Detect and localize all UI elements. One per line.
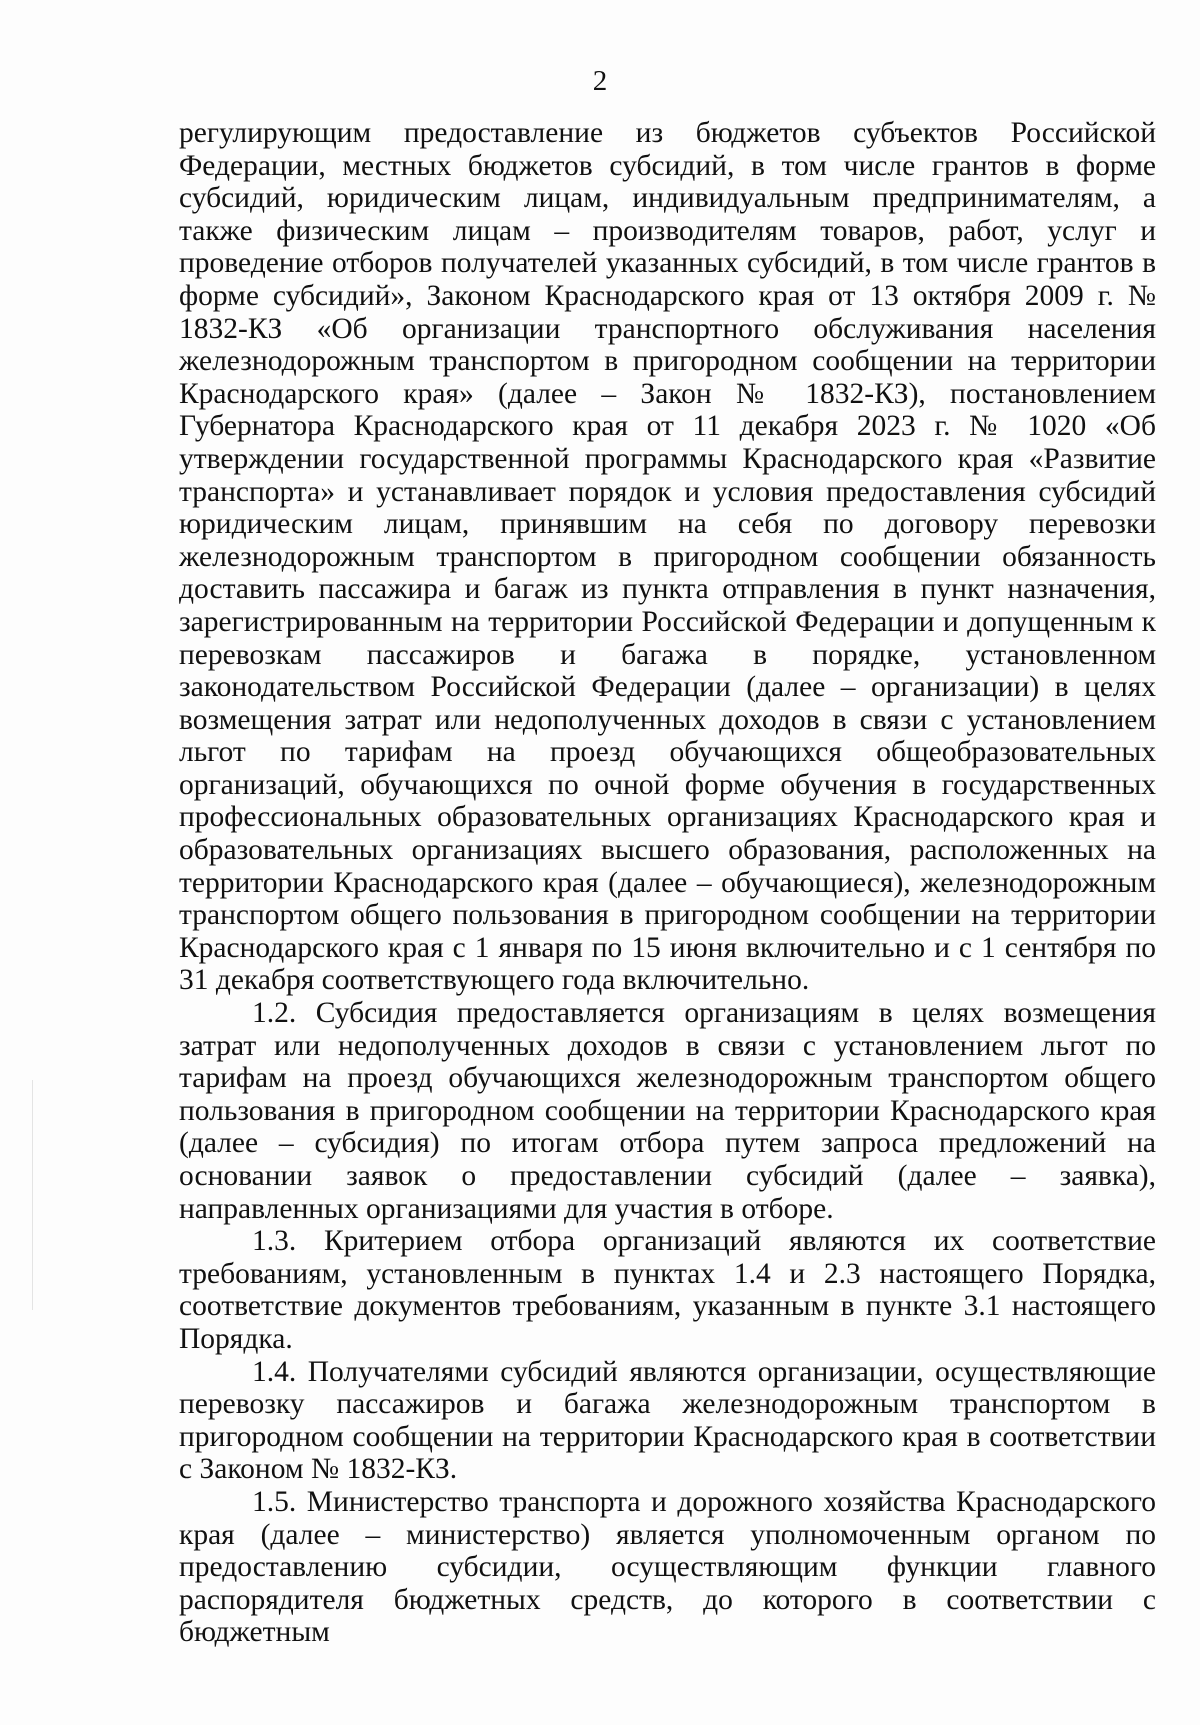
paragraph-intro: регулирующим предоставление из бюджетов субъектов Российской Федерации, местных бюджетов субсидий, в том числе грантов в форме субсидий, юридическим лицам, индивидуальным предпринимателям, а также физическим лицам – производителям товаров, работ, услуг и проведение отборов получателей указанных субсидий, в том числе грантов в форме субсидий», Законом Краснодарского края от 13 октября 2009 г. № 1832-КЗ «Об организации транспортного обслуживания населения железнодорожным транспортом в пригородном сообщении на территории Краснодарского края» (далее – Закон № 1832-КЗ), постановлением Губернатора Краснодарского края от 11 декабря 2023 г. № 1020 «Об утверждении государственной программы Краснодарского края «Развитие транспорта» и устанавливает порядок и условия предоставления субсидий юридическим лицам, принявшим на себя по договору перевозки железнодорожным транспортом в пригородном сообщении обязанность доставить пассажира и багаж из пункта отправления в пункт назначения, зарегистрированным на территории Российской Федерации и допущенным к перевозкам пассажиров и багажа в порядке, установленном законодательством Российской Федерации (далее – организации) в целях возмещения затрат или недополученных доходов в связи с установлением льгот по тарифам на проезд обучающихся общеобразовательных организаций, обучающихся по очной форме обучения в государственных профессиональных образовательных организациях Краснодарского края и образовательных организациях высшего образования, расположенных на территории Краснодарского края (далее – обучающиеся), железнодорожным транспортом общего пользования в пригородном сообщении на территории Краснодарского края с 1 января по 15 июня включительно и с 1 сентября по 31 декабря соответствующего года включительно. xyxy=(179,117,1156,997)
paragraph-1-3: 1.3. Критерием отбора организаций являются их соответствие требованиям, установленным в пунктах 1.4 и 2.3 настоящего Порядка, соответствие документов требованиям, указанным в пункте 3.1 настоящего Порядка. xyxy=(179,1225,1156,1355)
paragraph-1-5: 1.5. Министерство транспорта и дорожного хозяйства Краснодарского края (далее – министерство) является уполномоченным органом по предоставлению субсидии, осуществляющим функции главного распорядителя бюджетных средств, до которого в соответствии с бюджетным xyxy=(179,1485,1156,1649)
page-number: 2 xyxy=(592,65,608,97)
scan-edge-mark xyxy=(32,1080,33,1310)
document-body xyxy=(179,117,1156,1649)
paragraph-1-4: 1.4. Получателями субсидий являются организации, осуществляющие перевозку пассажиров и багажа железнодорожным транспортом в пригородном сообщении на территории Краснодарского края в соответствии с Законом № 1832-КЗ. xyxy=(179,1355,1156,1486)
paragraph-1-2: 1.2. Субсидия предоставляется организациям в целях возмещения затрат или недополученных доходов в связи с установлением льгот по тарифам на проезд обучающихся железнодорожным транспортом общего пользования в пригородном сообщении на территории Краснодарского края (далее – субсидия) по итогам отбора путем запроса предложений на основании заявок о предоставлении субсидий (далее – заявка), направленных организациями для участия в отборе. xyxy=(179,997,1156,1225)
